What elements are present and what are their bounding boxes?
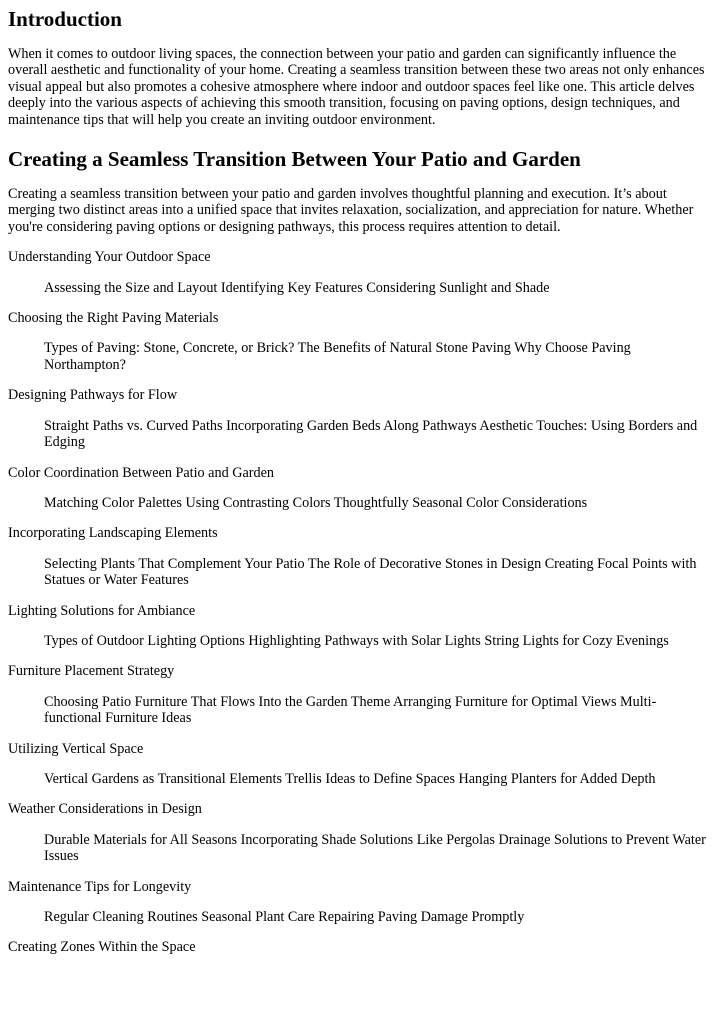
article bbox=[0, 7, 720, 956]
topic-subtopics: Vertical Gardens as Transitional Elements Trellis Ideas to Define Spaces Hanging Planters for Added Depth bbox=[44, 770, 656, 787]
topic-subtopics: Types of Paving: Stone, Concrete, or Brick? The Benefits of Natural Stone Paving Why Choose Paving Northampton? bbox=[44, 340, 631, 373]
topic-subtopics: Regular Cleaning Routines Seasonal Plant Care Repairing Paving Damage Promptly bbox=[44, 909, 525, 925]
topic-title: Incorporating Landscaping Elements bbox=[8, 525, 218, 542]
topic-subtopics: Choosing Patio Furniture That Flows Into the Garden Theme Arranging Furniture for Optimal Views Multi-functional Furniture Ideas bbox=[44, 693, 657, 727]
topic-subtopics: Types of Outdoor Lighting Options Highlighting Pathways with Solar Lights String Lights for Cozy Evenings bbox=[44, 632, 669, 649]
topic-title: Designing Pathways for Flow bbox=[8, 387, 178, 404]
topic-title: Weather Considerations in Design bbox=[8, 801, 202, 818]
topic-title: Color Coordination Between Patio and Garden bbox=[8, 464, 274, 481]
main-heading: Creating a Seamless Transition Between Your Patio and Garden bbox=[8, 147, 581, 172]
topic-subtopics: Selecting Plants That Complement Your Patio The Role of Decorative Stones in Design Creating Focal Points with Statues or Water Features bbox=[44, 555, 697, 589]
topic-subtopics: Durable Materials for All Seasons Incorporating Shade Solutions Like Pergolas Drainage Solutions to Prevent Water Issues bbox=[44, 831, 706, 865]
topic-title: Choosing the Right Paving Materials bbox=[8, 310, 219, 327]
topic-subtopics: Assessing the Size and Layout Identifying Key Features Considering Sunlight and Shade bbox=[44, 279, 550, 296]
topic-title: Lighting Solutions for Ambiance bbox=[8, 602, 196, 619]
intro-paragraph: When it comes to outdoor living spaces, the connection between your patio and garden can significantly influence the overall aesthetic and functionality of your home. Creating a seamless transition between these two areas not only enhances visual appeal but also promotes a cohesive atmosphere where indoor and outdoor spaces feel like one. This article delves deeply into the various aspects of achieving this smooth transition, focusing on paving options, design techniques, and maintenance tips that will help you create an inviting outdoor environment. bbox=[8, 46, 705, 128]
topic-subtopics: Straight Paths vs. Curved Paths Incorporating Garden Beds Along Pathways Aesthetic Touches: Using Borders and Edging bbox=[44, 417, 698, 451]
topic-title: Understanding Your Outdoor Space bbox=[8, 249, 211, 266]
topic-title: Creating Zones Within the Space bbox=[8, 939, 196, 956]
intro-heading: Introduction bbox=[8, 7, 122, 31]
topic-title: Utilizing Vertical Space bbox=[8, 740, 144, 757]
topic-title: Maintenance Tips for Longevity bbox=[8, 878, 192, 895]
topic-subtopics: Matching Color Palettes Using Contrasting Colors Thoughtfully Seasonal Color Considerations bbox=[44, 494, 588, 511]
main-paragraph: Creating a seamless transition between your patio and garden involves thoughtful planning and execution. It’s about merging two distinct areas into a unified space that invites relaxation, socialization, and appreciation for nature. Whether you're considering paving options or designing pathways, this process requires attention to detail. bbox=[8, 186, 694, 235]
topic-title: Furniture Placement Strategy bbox=[8, 663, 175, 680]
